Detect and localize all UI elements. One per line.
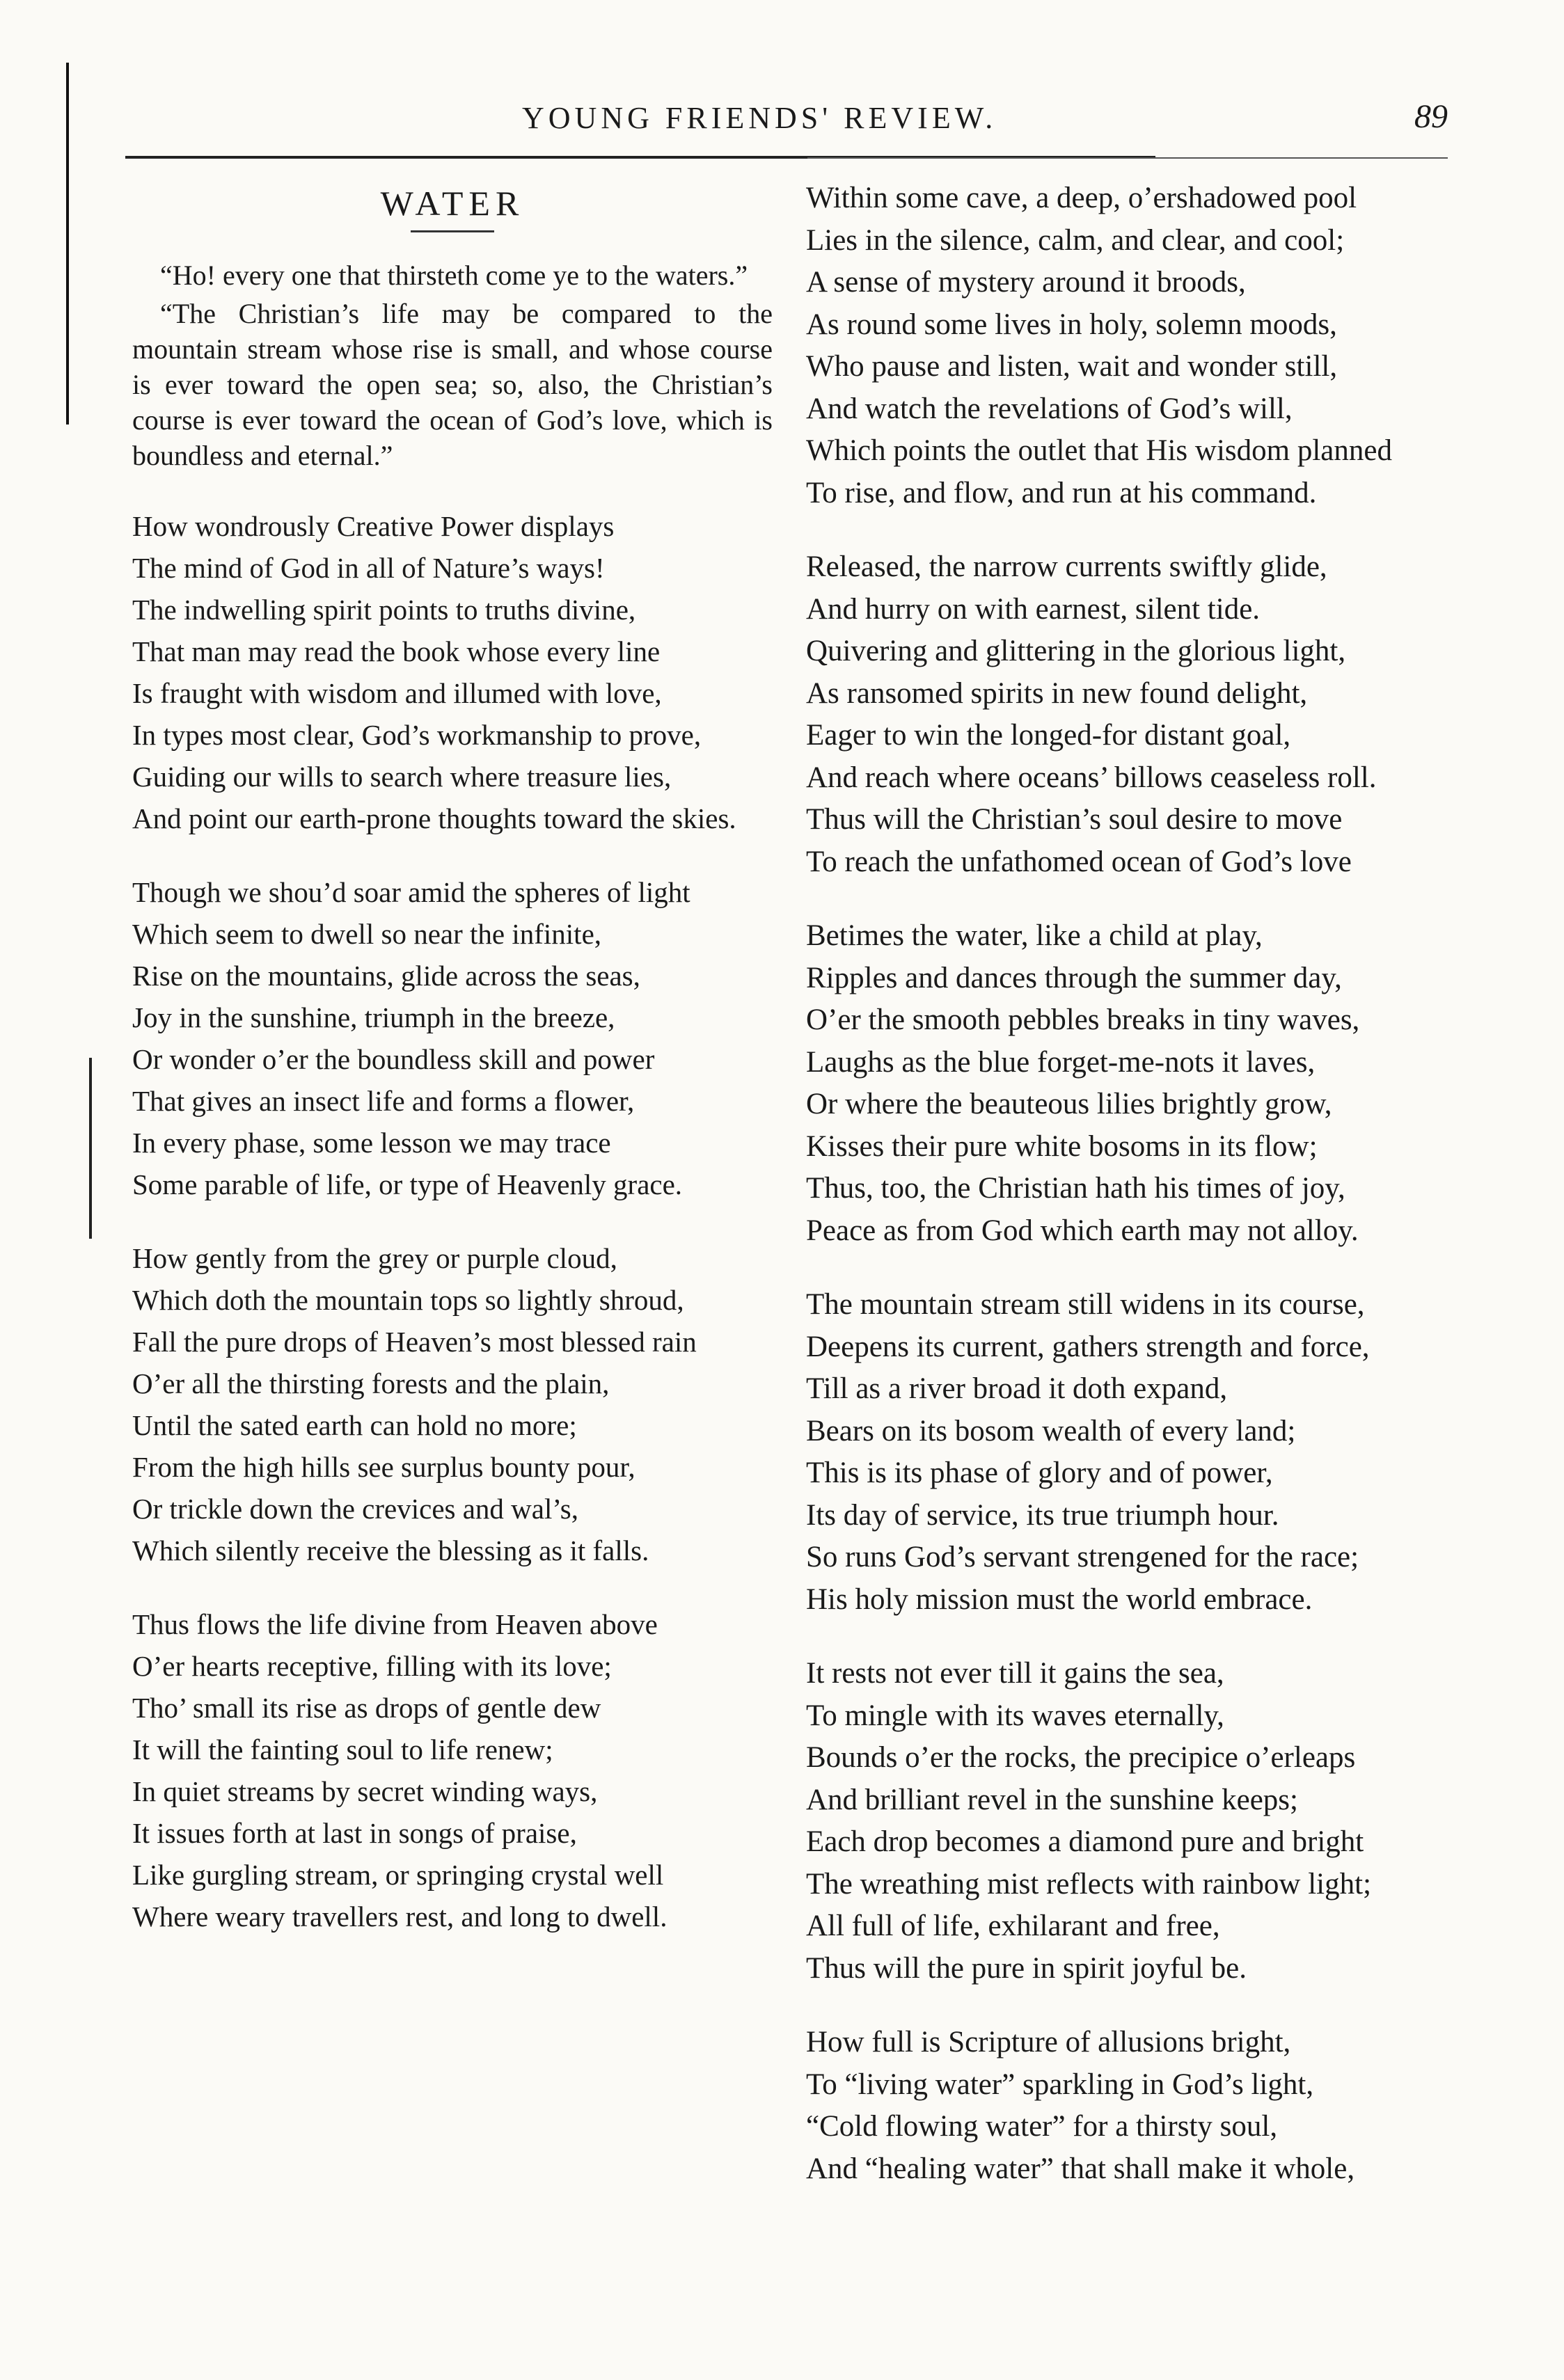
poem-line: Is fraught with wisdom and illumed with love, bbox=[132, 677, 662, 709]
poem-line: Lies in the silence, calm, and clear, and cool; bbox=[806, 223, 1345, 257]
poem-line: From the high hills see surplus bounty pour, bbox=[132, 1451, 635, 1483]
poem-line: As round some lives in holy, solemn moods, bbox=[806, 308, 1337, 341]
poem-line: Till as a river broad it doth expand, bbox=[806, 1372, 1228, 1405]
poem-line: So runs God’s servant strengened for the race; bbox=[806, 1541, 1359, 1573]
poem-line: Until the sated earth can hold no more; bbox=[132, 1409, 577, 1441]
poem-right bbox=[806, 177, 1474, 2190]
poem-line: Eager to win the longed-for distant goal, bbox=[806, 719, 1291, 752]
poem-line: Laughs as the blue forget-me-nots it laves, bbox=[806, 1045, 1316, 1079]
page-number: 89 bbox=[1414, 98, 1448, 135]
poem-line: How full is Scripture of allusions bright, bbox=[806, 2026, 1291, 2058]
poem-line: It issues forth at last in songs of praise, bbox=[132, 1817, 577, 1849]
margin-mark bbox=[89, 1058, 92, 1239]
poem-line: Which seem to dwell so near the infinite, bbox=[132, 918, 602, 950]
poem-line: The indwelling spirit points to truths divine, bbox=[132, 594, 636, 626]
poem-line: In types most clear, God’s workmanship to prove, bbox=[132, 719, 702, 751]
epigraph bbox=[132, 257, 773, 473]
poem-line: Guiding our wills to search where treasure lies, bbox=[132, 761, 672, 793]
poem-line: That gives an insect life and forms a flower, bbox=[132, 1085, 635, 1117]
poem-line: Which points the outlet that His wisdom planned bbox=[806, 434, 1392, 467]
poem-line: Fall the pure drops of Heaven’s most blessed rain bbox=[132, 1326, 697, 1358]
poem-line: Ripples and dances through the summer day, bbox=[806, 961, 1342, 994]
poem-line: Bounds o’er the rocks, the precipice o’erleaps bbox=[806, 1741, 1356, 1774]
poem-line: Released, the narrow currents swiftly glide, bbox=[806, 550, 1327, 583]
poem-line: The mountain stream still widens in its course, bbox=[806, 1288, 1365, 1321]
left-column bbox=[132, 177, 773, 1937]
poem-line: Within some cave, a deep, o’ershadowed pool bbox=[806, 182, 1357, 214]
title-rule bbox=[411, 230, 494, 232]
poem-line: Thus will the Christian’s soul desire to move bbox=[806, 803, 1343, 836]
poem-line: And watch the revelations of God’s will, bbox=[806, 392, 1293, 425]
page-header bbox=[160, 97, 1469, 153]
poem-line: In every phase, some lesson we may trace bbox=[132, 1127, 611, 1159]
poem-line: Each drop becomes a diamond pure and bright bbox=[806, 1825, 1364, 1858]
poem-line: Its day of service, its true triumph hour. bbox=[806, 1498, 1279, 1532]
poem-line: Where weary travellers rest, and long to dwell. bbox=[132, 1901, 668, 1933]
poem-line: To mingle with its waves eternally, bbox=[806, 1699, 1224, 1732]
poem-line: That man may read the book whose every line bbox=[132, 635, 661, 667]
poem-line: Quivering and glittering in the glorious light, bbox=[806, 635, 1346, 667]
poem-line: To reach the unfathomed ocean of God’s love bbox=[806, 845, 1352, 878]
poem-line: Thus will the pure in spirit joyful be. bbox=[806, 1951, 1247, 1985]
poem-line: “Cold flowing water” for a thirsty soul, bbox=[806, 2110, 1278, 2143]
stanza bbox=[806, 1284, 1474, 1621]
epigraph-paragraph: “Ho! every one that thirsteth come ye to the waters.” bbox=[160, 260, 748, 291]
stanza bbox=[132, 1603, 773, 1937]
poem-line: Bears on its bosom wealth of every land; bbox=[806, 1414, 1296, 1447]
poem-line: Like gurgling stream, or springing crystal well bbox=[132, 1859, 664, 1891]
stanza bbox=[806, 2022, 1474, 2190]
poem-line: O’er hearts receptive, filling with its love; bbox=[132, 1650, 612, 1682]
poem-line: How wondrously Creative Power displays bbox=[132, 510, 615, 542]
poem-line: Tho’ small its rise as drops of gentle dew bbox=[132, 1692, 601, 1724]
header-rule bbox=[807, 157, 1448, 159]
poem-line: And point our earth-prone thoughts toward the skies. bbox=[132, 802, 736, 834]
poem-line: Thus, too, the Christian hath his times of joy, bbox=[806, 1172, 1345, 1205]
poem-line: And “healing water” that shall make it whole, bbox=[806, 2152, 1355, 2185]
stanza bbox=[806, 546, 1474, 883]
poem-line: And hurry on with earnest, silent tide. bbox=[806, 592, 1261, 626]
poem-line: His holy mission must the world embrace. bbox=[806, 1582, 1313, 1616]
poem-line: Which doth the mountain tops so lightly shroud, bbox=[132, 1284, 684, 1316]
stanza bbox=[806, 1653, 1474, 1990]
margin-mark bbox=[66, 63, 69, 425]
poem-line: This is its phase of glory and of power, bbox=[806, 1457, 1273, 1489]
poem-line: It rests not ever till it gains the sea, bbox=[806, 1657, 1224, 1690]
stanza bbox=[132, 1237, 773, 1571]
poem-line: O’er the smooth pebbles breaks in tiny waves, bbox=[806, 1003, 1360, 1036]
poem-left bbox=[132, 505, 773, 1937]
poem-line: Kisses their pure white bosoms in its flow; bbox=[806, 1129, 1318, 1163]
poem-line: Who pause and listen, wait and wonder still, bbox=[806, 350, 1338, 383]
poem-line: Thus flows the life divine from Heaven above bbox=[132, 1608, 658, 1640]
poem-line: All full of life, exhilarant and free, bbox=[806, 1910, 1220, 1942]
poem-line: As ransomed spirits in new found delight, bbox=[806, 676, 1308, 710]
poem-line: Peace as from God which earth may not alloy. bbox=[806, 1214, 1359, 1247]
poem-line: Deepens its current, gathers strength and force, bbox=[806, 1330, 1370, 1363]
poem-line: Or trickle down the crevices and wal’s, bbox=[132, 1493, 578, 1525]
poem-line: Rise on the mountains, glide across the seas, bbox=[132, 960, 640, 992]
running-title: YOUNG FRIENDS' REVIEW. bbox=[522, 101, 997, 135]
stanza bbox=[132, 871, 773, 1205]
poem-line: Or where the beauteous lilies brightly grow, bbox=[806, 1088, 1332, 1120]
stanza bbox=[132, 505, 773, 839]
poem-line: To “living water” sparkling in God’s light, bbox=[806, 2068, 1314, 2101]
poem-line: The wreathing mist reflects with rainbow light; bbox=[806, 1867, 1372, 1901]
stanza bbox=[806, 177, 1474, 514]
poem-line: And brilliant revel in the sunshine keeps; bbox=[806, 1783, 1298, 1816]
article-title: WATER bbox=[380, 184, 525, 223]
poem-line: And reach where oceans’ billows ceaseless roll. bbox=[806, 761, 1377, 794]
poem-line: Or wonder o’er the boundless skill and power bbox=[132, 1043, 655, 1075]
poem-line: Some parable of life, or type of Heavenly grace. bbox=[132, 1168, 683, 1200]
stanza bbox=[806, 915, 1474, 1252]
poem-line: In quiet streams by secret winding ways, bbox=[132, 1775, 598, 1807]
poem-line: It will the fainting soul to life renew; bbox=[132, 1734, 553, 1766]
right-column bbox=[806, 177, 1474, 2190]
poem-line: O’er all the thirsting forests and the plain, bbox=[132, 1367, 610, 1399]
poem-line: Betimes the water, like a child at play, bbox=[806, 919, 1263, 952]
poem-line: A sense of mystery around it broods, bbox=[806, 266, 1246, 299]
poem-line: Joy in the sunshine, triumph in the breeze, bbox=[132, 1001, 615, 1033]
poem-line: The mind of God in all of Nature’s ways! bbox=[132, 552, 605, 584]
poem-line: Which silently receive the blessing as it falls. bbox=[132, 1534, 649, 1566]
poem-line: Though we shou’d soar amid the spheres of light bbox=[132, 876, 690, 908]
poem-line: To rise, and flow, and run at his command. bbox=[806, 476, 1317, 509]
epigraph-paragraph: “The Christian’s life may be compared to the mountain stream whose rise is small, and whose course is ever toward the open sea; so, also, the Christian’s course is ever toward the ocean of God’s love, which is boundless and eternal.” bbox=[132, 298, 773, 471]
poem-line: How gently from the grey or purple cloud, bbox=[132, 1242, 617, 1274]
